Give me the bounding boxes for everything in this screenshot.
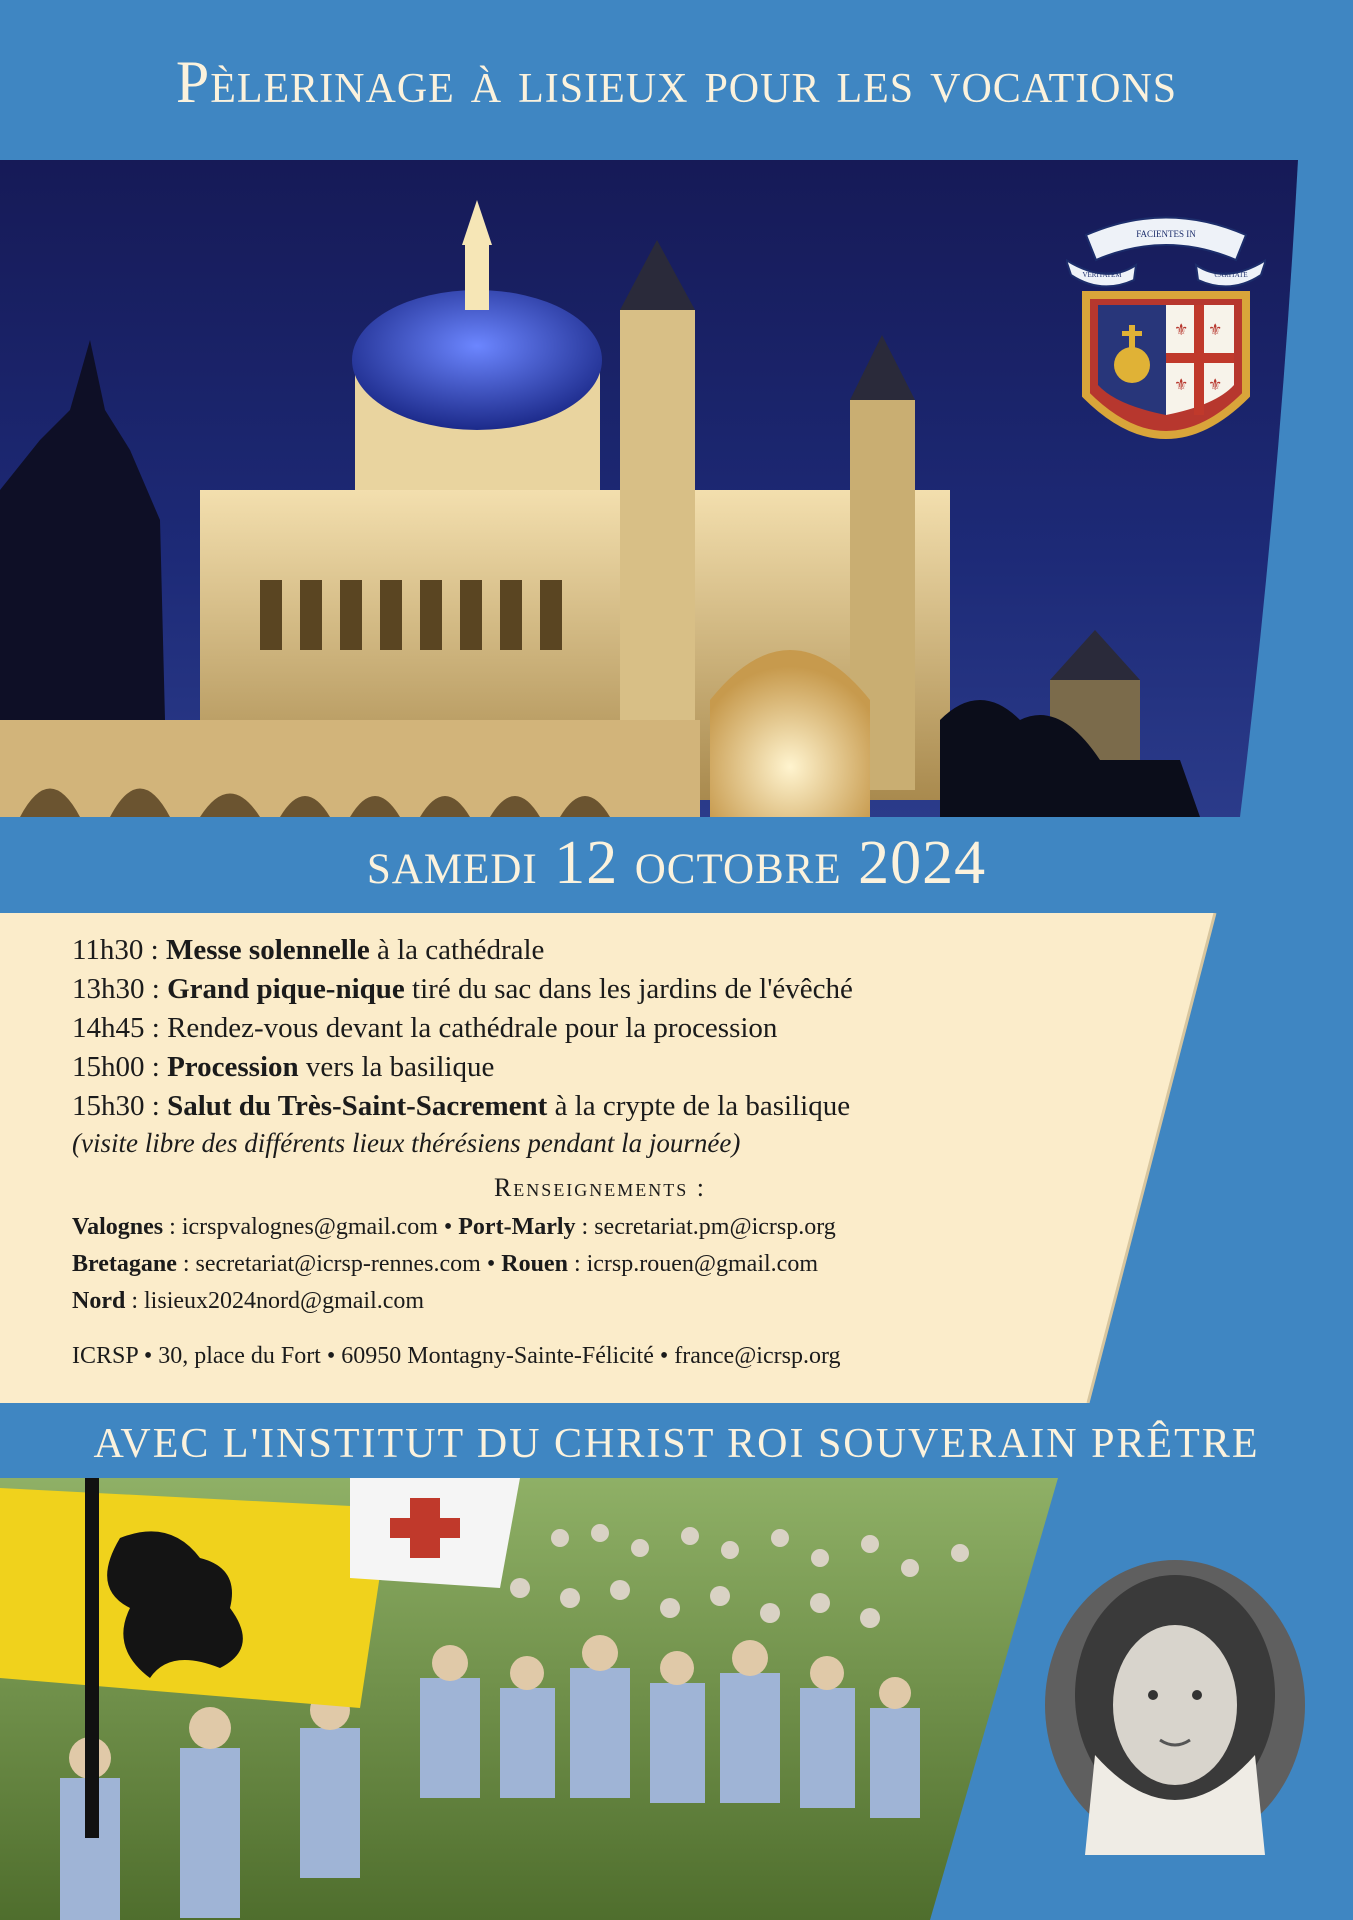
svg-text:⚜: ⚜	[1174, 320, 1189, 339]
info-panel	[0, 913, 1353, 1403]
svg-text:⚜: ⚜	[1208, 375, 1223, 394]
contact-row: Valognes : icrspvalognes@gmail.com • Port-Marly : secretariat.pm@icrsp.org	[72, 1214, 836, 1240]
schedule-item: 13h30 : Grand pique-nique tiré du sac dans les jardins de l'évêché	[72, 973, 853, 1005]
event-date: samedi 12 octobre 2024	[366, 829, 987, 897]
contact-email[interactable]: secretariat@icrsp-rennes.com	[195, 1251, 481, 1277]
contact-row: Bretagane : secretariat@icrsp-rennes.com • Rouen : icrsp.rouen@gmail.com	[72, 1251, 818, 1277]
contact-email[interactable]: icrsp.rouen@gmail.com	[586, 1251, 818, 1277]
schedule-item: 11h30 : Messe solennelle à la cathédrale	[72, 934, 545, 966]
schedule-note: (visite libre des différents lieux thérésiens pendant la journée)	[72, 1128, 741, 1158]
poster-title: Pèlerinage à lisieux pour les vocations	[175, 49, 1178, 115]
crest-motto-right: CARITATE	[1214, 271, 1248, 279]
contact-email[interactable]: lisieux2024nord@gmail.com	[144, 1288, 425, 1314]
schedule-item: 14h45 : Rendez-vous devant la cathédrale pour la procession	[72, 1012, 778, 1044]
crest-motto-top: FACIENTES IN	[1136, 229, 1196, 239]
svg-text:⚜: ⚜	[1174, 375, 1189, 394]
postal-address: ICRSP • 30, place du Fort • 60950 Montagny-Sainte-Félicité • france@icrsp.org	[72, 1343, 841, 1369]
crest-motto-left: VERITATEM	[1082, 271, 1122, 279]
institute-name: AVEC L'INSTITUT DU CHRIST ROI SOUVERAIN PRÊTRE	[93, 1421, 1260, 1467]
schedule-item: 15h00 : Procession vers la basilique	[72, 1051, 495, 1083]
contact-email[interactable]: icrspvalognes@gmail.com	[181, 1214, 438, 1240]
contact-email[interactable]: secretariat.pm@icrsp.org	[594, 1214, 836, 1240]
schedule-item: 15h30 : Salut du Très-Saint-Sacrement à la crypte de la basilique	[72, 1090, 851, 1122]
schedule-list	[72, 931, 1172, 1160]
svg-text:⚜: ⚜	[1208, 320, 1223, 339]
renseignements-heading: Renseignements :	[493, 1173, 707, 1202]
institute-crest	[1066, 205, 1266, 465]
therese-portrait	[1035, 1555, 1315, 1855]
contact-row: Nord : lisieux2024nord@gmail.com	[72, 1288, 425, 1314]
contacts-list	[72, 1209, 1172, 1320]
